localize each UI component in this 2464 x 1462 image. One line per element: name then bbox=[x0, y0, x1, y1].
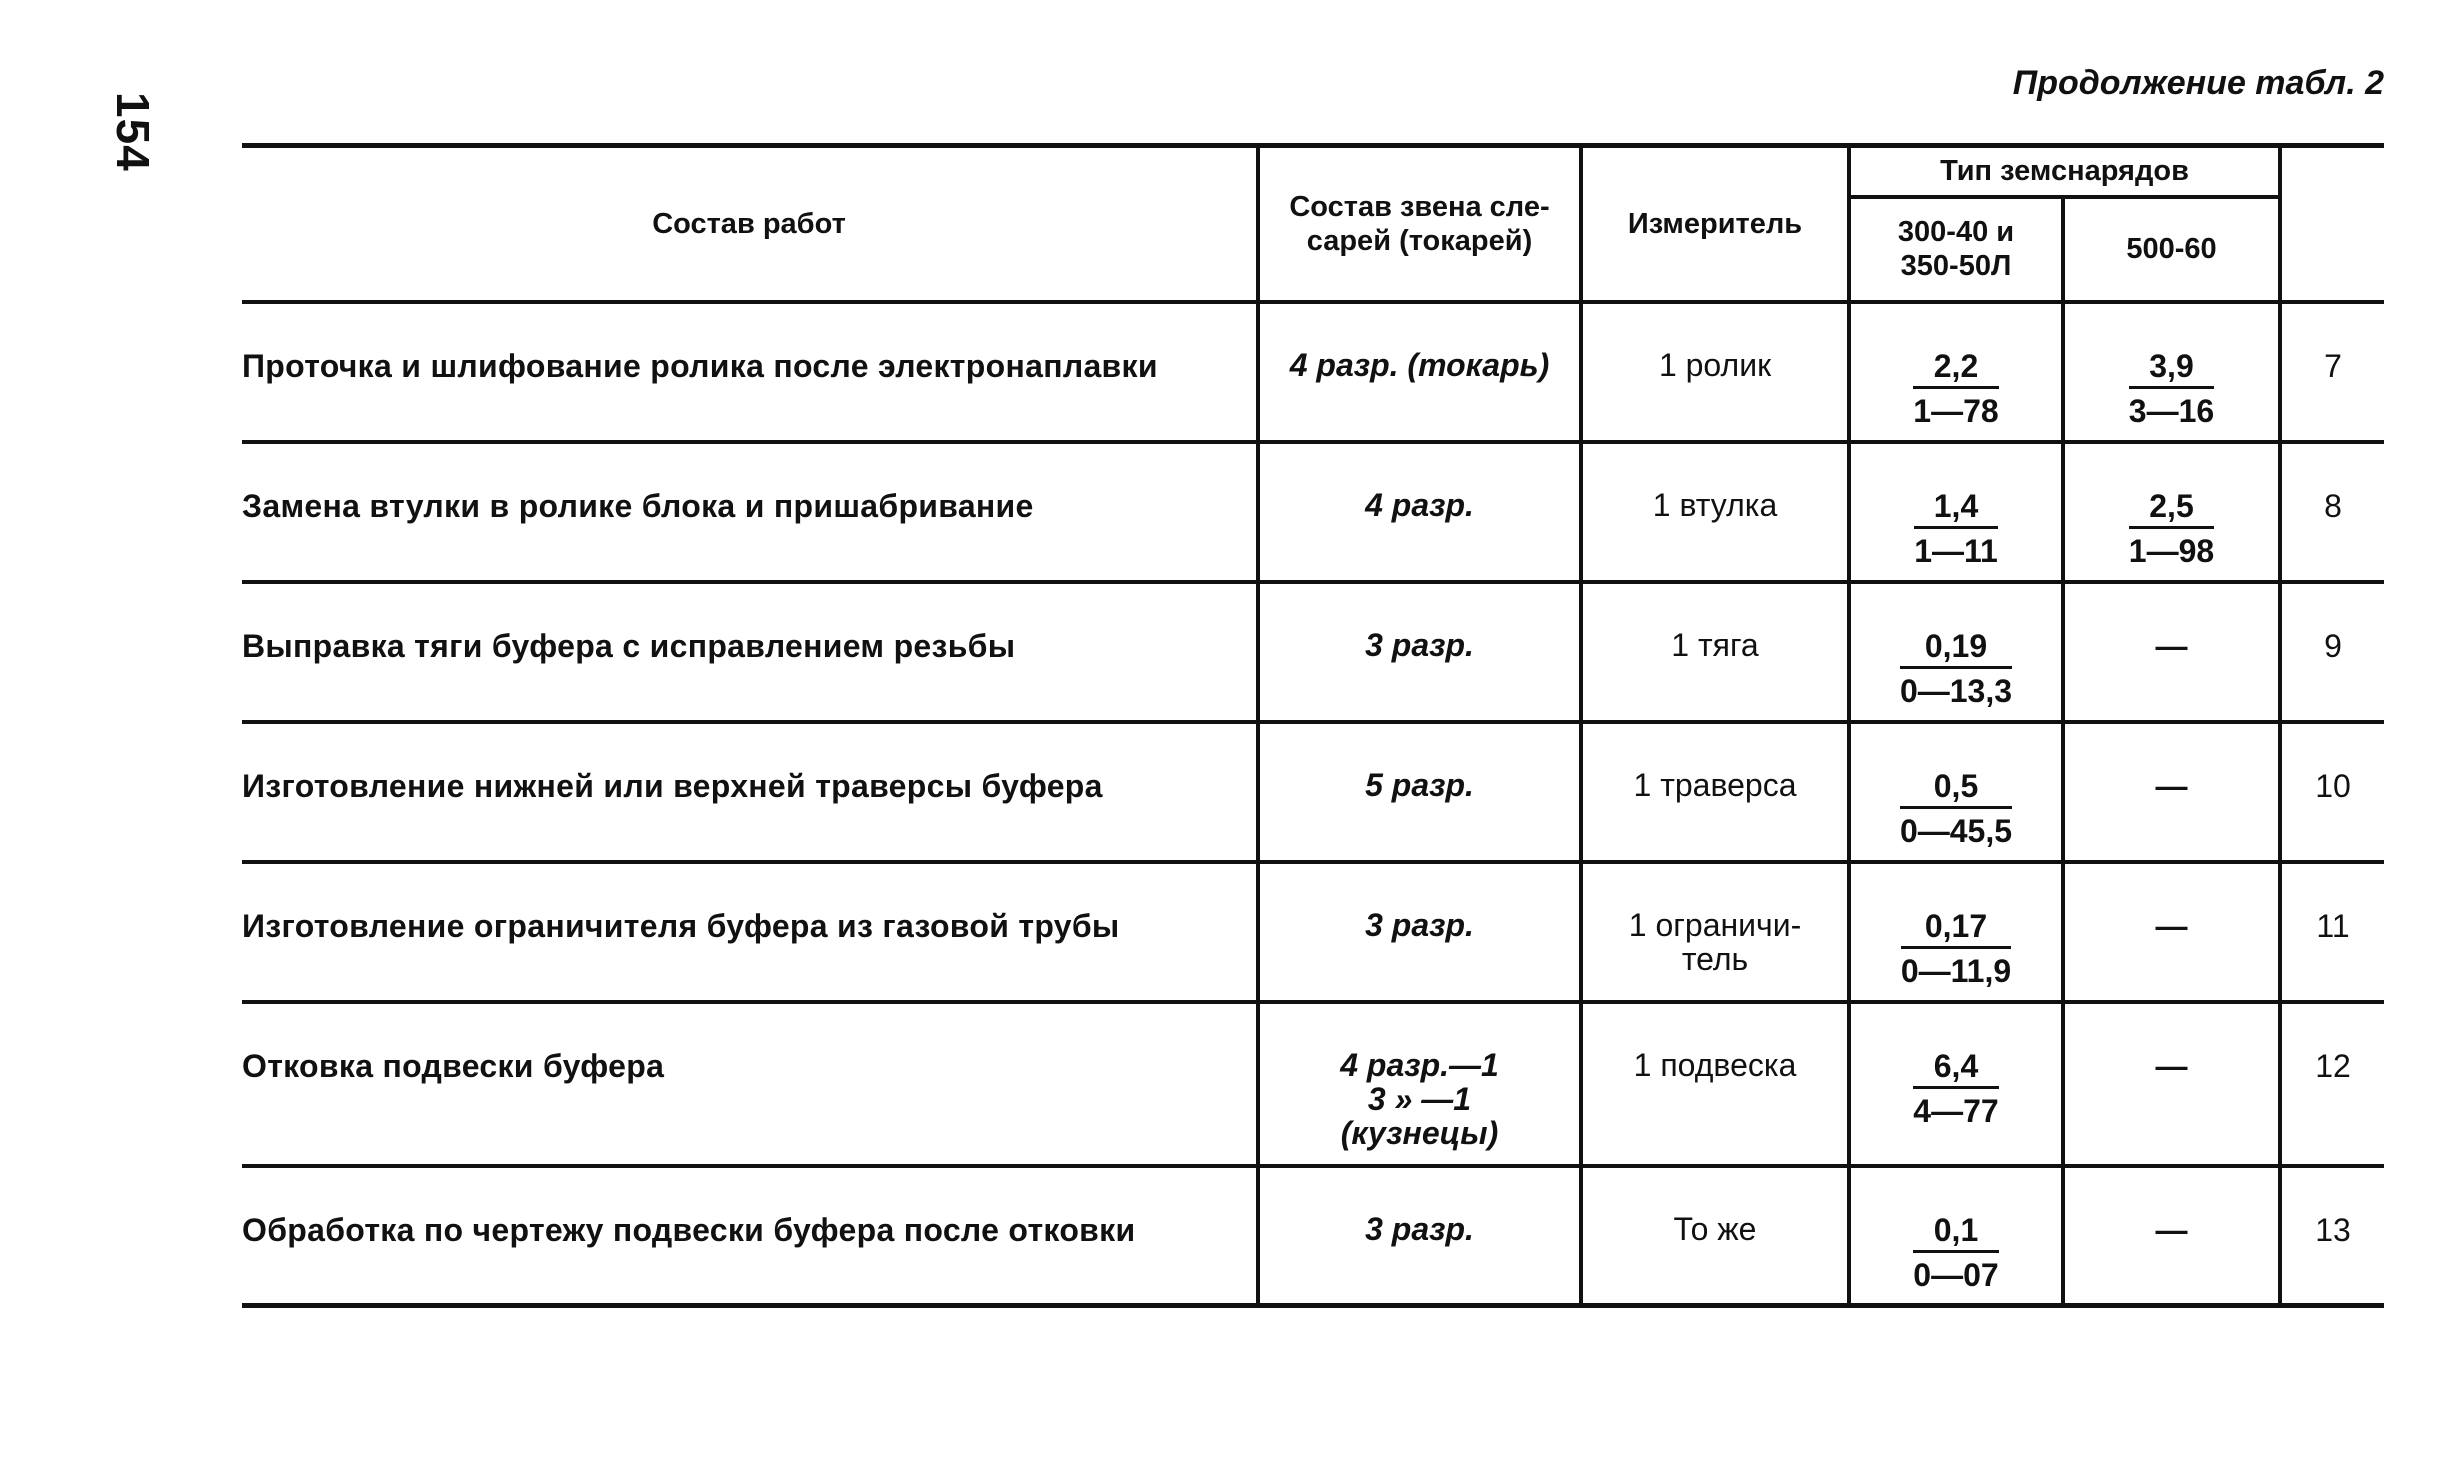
work-description: Изготовление нижней или верхней траверсы буфера bbox=[242, 722, 1258, 862]
empty-dash: — bbox=[2155, 1211, 2188, 1248]
time-norm: 3,9 bbox=[2129, 348, 2214, 389]
work-description: Изготовление ограничителя буфера из газовой трубы bbox=[242, 862, 1258, 1002]
type-b-norm bbox=[2063, 1002, 2280, 1166]
table-row bbox=[242, 442, 2384, 582]
crew-composition: 5 разр. bbox=[1258, 722, 1581, 862]
price-norm: 0—45,5 bbox=[1899, 812, 2013, 849]
type-b-norm bbox=[2063, 302, 2280, 442]
type-a-norm bbox=[1849, 302, 2063, 442]
crew-composition: 4 разр. bbox=[1258, 442, 1581, 582]
unit-measure: 1 втулка bbox=[1581, 442, 1849, 582]
unit-measure: 1 ограничи- тель bbox=[1581, 862, 1849, 1002]
table-row bbox=[242, 1002, 2384, 1166]
norm-fraction bbox=[1900, 628, 2012, 709]
price-norm: 0—07 bbox=[1913, 1256, 1999, 1293]
norm-fraction bbox=[2129, 348, 2214, 429]
price-norm: 1—11 bbox=[1914, 532, 1998, 569]
type-a-norm bbox=[1849, 1002, 2063, 1166]
work-description: Замена втулки в ролике блока и пришабривание bbox=[242, 442, 1258, 582]
table-row bbox=[242, 582, 2384, 722]
crew-composition: 3 разр. bbox=[1258, 582, 1581, 722]
unit-measure: 1 траверса bbox=[1581, 722, 1849, 862]
unit-measure: 1 подвеска bbox=[1581, 1002, 1849, 1166]
norms-table bbox=[242, 143, 2384, 1308]
norm-fraction bbox=[2129, 488, 2214, 569]
price-norm: 1—78 bbox=[1913, 392, 1999, 429]
time-norm: 0,1 bbox=[1913, 1212, 1998, 1253]
crew-composition: 3 разр. bbox=[1258, 862, 1581, 1002]
work-description: Отковка подвески буфера bbox=[242, 1002, 1258, 1166]
header-row-number bbox=[2280, 146, 2384, 302]
work-description: Выправка тяги буфера с исправлением резьбы bbox=[242, 582, 1258, 722]
row-number: 12 bbox=[2280, 1002, 2384, 1166]
type-a-norm bbox=[1849, 582, 2063, 722]
time-norm: 0,17 bbox=[1901, 908, 2011, 949]
empty-dash: — bbox=[2155, 907, 2188, 944]
header-dredger-type: Тип земснарядов bbox=[1849, 146, 2280, 197]
type-a-norm bbox=[1849, 862, 2063, 1002]
row-number: 7 bbox=[2280, 302, 2384, 442]
time-norm: 0,19 bbox=[1900, 628, 2012, 669]
row-number: 11 bbox=[2280, 862, 2384, 1002]
price-norm: 3—16 bbox=[2128, 392, 2215, 429]
continuation-label: Продолжение табл. 2 bbox=[2012, 64, 2384, 102]
type-a-norm bbox=[1849, 722, 2063, 862]
type-b-norm bbox=[2063, 582, 2280, 722]
row-number: 13 bbox=[2280, 1166, 2384, 1306]
page-number: 154 bbox=[107, 92, 159, 172]
unit-measure: 1 тяга bbox=[1581, 582, 1849, 722]
type-b-norm bbox=[2063, 442, 2280, 582]
crew-composition: 4 разр.—1 3 » —1 (кузнецы) bbox=[1258, 1002, 1581, 1166]
norm-fraction bbox=[1901, 908, 2011, 989]
row-number: 10 bbox=[2280, 722, 2384, 862]
type-a-norm bbox=[1849, 442, 2063, 582]
price-norm: 0—11,9 bbox=[1900, 952, 2012, 989]
empty-dash: — bbox=[2155, 627, 2188, 664]
type-a-norm bbox=[1849, 1166, 2063, 1306]
empty-dash: — bbox=[2155, 1047, 2188, 1084]
header-type-b: 500-60 bbox=[2063, 197, 2280, 302]
norm-fraction bbox=[1913, 1048, 1998, 1129]
header-work: Состав работ bbox=[242, 146, 1258, 302]
time-norm: 2,5 bbox=[2129, 488, 2214, 529]
table-body bbox=[242, 302, 2384, 1306]
time-norm: 0,5 bbox=[1900, 768, 2012, 809]
price-norm: 1—98 bbox=[2128, 532, 2215, 569]
type-b-norm bbox=[2063, 862, 2280, 1002]
unit-measure: То же bbox=[1581, 1166, 1849, 1306]
work-description: Проточка и шлифование ролика после электронаплавки bbox=[242, 302, 1258, 442]
time-norm: 1,4 bbox=[1914, 488, 1998, 529]
norm-fraction bbox=[1913, 1212, 1998, 1293]
crew-composition: 3 разр. bbox=[1258, 1166, 1581, 1306]
price-norm: 0—13,3 bbox=[1899, 672, 2013, 709]
price-norm: 4—77 bbox=[1913, 1092, 1999, 1129]
work-description: Обработка по чертежу подвески буфера после отковки bbox=[242, 1166, 1258, 1306]
header-type-a: 300-40 и 350-50Л bbox=[1849, 197, 2063, 302]
empty-dash: — bbox=[2155, 767, 2188, 804]
unit-measure: 1 ролик bbox=[1581, 302, 1849, 442]
time-norm: 6,4 bbox=[1913, 1048, 1998, 1089]
type-b-norm bbox=[2063, 1166, 2280, 1306]
type-b-norm bbox=[2063, 722, 2280, 862]
row-number: 9 bbox=[2280, 582, 2384, 722]
header-unit: Измеритель bbox=[1581, 146, 1849, 302]
table-row bbox=[242, 722, 2384, 862]
table-row bbox=[242, 862, 2384, 1002]
table-row bbox=[242, 1166, 2384, 1306]
norm-fraction bbox=[1913, 348, 1998, 429]
norm-fraction bbox=[1914, 488, 1998, 569]
norm-fraction bbox=[1900, 768, 2012, 849]
header-crew: Состав звена сле- сарей (токарей) bbox=[1258, 146, 1581, 302]
crew-composition: 4 разр. (токарь) bbox=[1258, 302, 1581, 442]
row-number: 8 bbox=[2280, 442, 2384, 582]
time-norm: 2,2 bbox=[1913, 348, 1998, 389]
table-row bbox=[242, 302, 2384, 442]
